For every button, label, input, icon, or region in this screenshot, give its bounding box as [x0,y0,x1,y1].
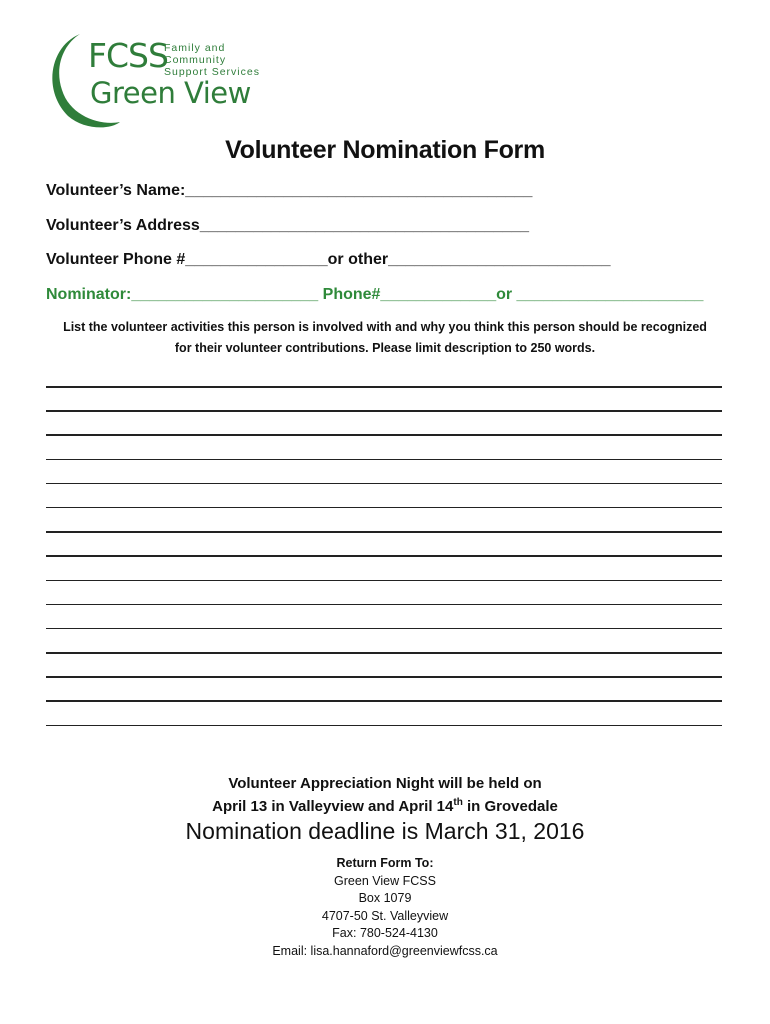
nominator-field[interactable]: Nominator:_____________________ Phone#_____________or _____________________ [46,286,704,303]
event-info [0,772,770,818]
description-line[interactable] [46,483,722,485]
description-line[interactable] [46,531,722,533]
instructions-line2: for their volunteer contributions. Please limit description to 250 words. [174,341,596,355]
description-line[interactable] [46,410,722,412]
return-contact [0,855,770,960]
logo-brand: FCSS [88,36,168,75]
return-street: 4707-50 St. Valleyview [321,908,449,923]
description-line[interactable] [46,386,722,388]
description-line[interactable] [46,676,722,678]
volunteer-address-field[interactable]: Volunteer’s Address_____________________________________ [46,217,530,234]
event-line2-sup: th [453,797,463,808]
nomination-deadline: Nomination deadline is March 31, 2016 [185,818,585,844]
form-title: Volunteer Nomination Form [225,136,545,164]
description-line[interactable] [46,434,722,436]
event-line1: Volunteer Appreciation Night will be held on [228,775,542,792]
description-line[interactable] [46,459,722,461]
return-label: Return Form To: [336,856,434,870]
volunteer-name-field[interactable]: Volunteer’s Name:_______________________________________ [46,182,533,199]
instructions [40,317,730,359]
description-area[interactable] [46,386,722,749]
description-line[interactable] [46,580,722,582]
return-email[interactable]: Email: lisa.hannaford@greenviewfcss.ca [272,943,498,958]
description-line[interactable] [46,507,722,509]
volunteer-phone-field[interactable]: Volunteer Phone #________________or other_________________________ [46,251,611,268]
event-line2-a: April 13 in Valleyview and April 14 [212,798,454,815]
instructions-line1: List the volunteer activities this person is involved with and why you think this person should be recognized [63,320,707,334]
return-box: Box 1079 [358,891,412,905]
return-org: Green View FCSS [334,873,436,888]
description-line[interactable] [46,652,722,654]
description-line[interactable] [46,604,722,606]
fcss-logo [40,30,270,130]
logo-place: Green View [90,76,251,110]
logo-tagline-line1: Family and Community [164,42,227,66]
logo-tagline [164,42,270,78]
description-line[interactable] [46,555,722,557]
logo-tagline-line2: Support Services [164,66,260,78]
description-line[interactable] [46,725,722,727]
event-line2-b: in Grovedale [462,798,558,815]
description-line[interactable] [46,700,722,702]
event-line2 [0,795,770,818]
description-line[interactable] [46,628,722,630]
return-fax: Fax: 780-524-4130 [332,926,438,940]
